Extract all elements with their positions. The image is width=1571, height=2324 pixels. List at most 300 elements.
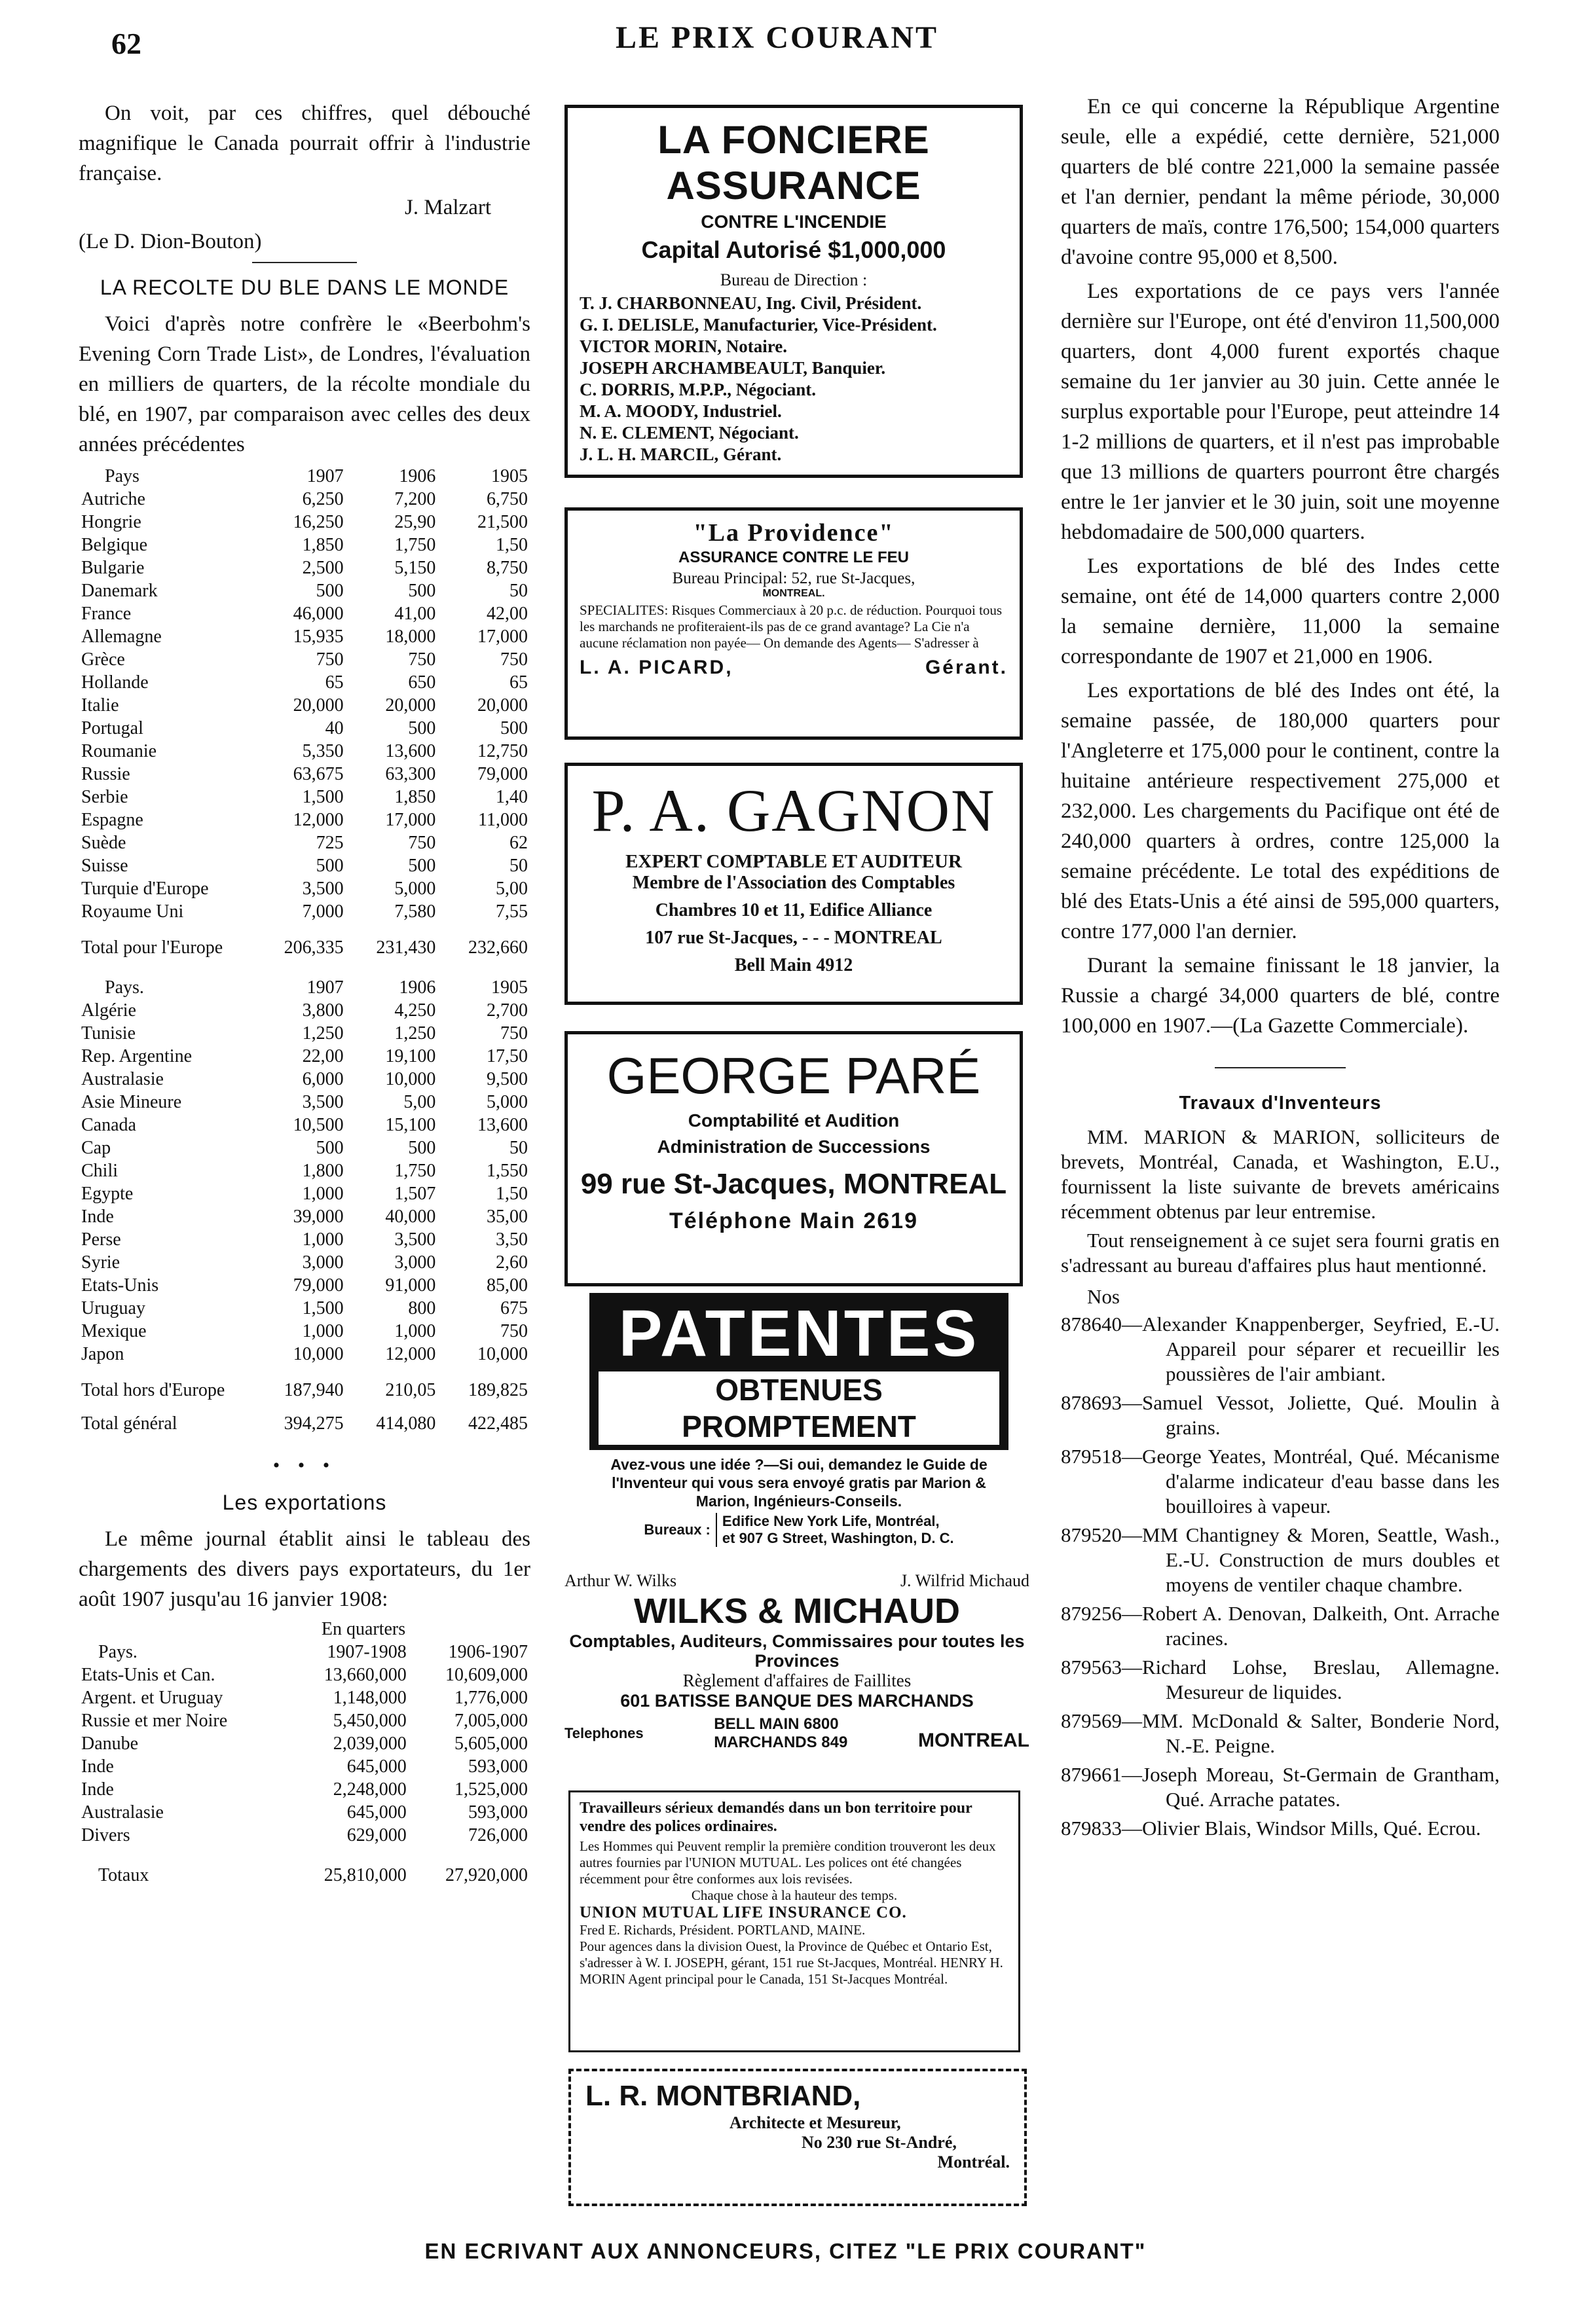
ad-line2: Chaque chose à la hauteur des temps. — [691, 1887, 898, 1903]
partner-name: J. Wilfrid Michaud — [900, 1571, 1029, 1590]
ad-line5: Bell Main 4912 — [734, 955, 853, 975]
value-cell: 5,450,000 — [333, 1711, 407, 1731]
value-cell: 17,000 — [385, 810, 436, 830]
table-row — [79, 1320, 530, 1343]
director-line: T. J. CHARBONNEAU, Ing. Civil, Président. — [580, 293, 922, 313]
separator — [252, 262, 357, 263]
value-cell: 500 — [316, 581, 344, 601]
col-1907: 1907 — [306, 466, 344, 486]
value-cell: 650 — [408, 672, 436, 693]
table-row — [79, 1022, 530, 1045]
country-cell: Uruguay — [81, 1298, 145, 1318]
value-cell: 50 — [509, 581, 528, 601]
table-row — [79, 1663, 530, 1686]
country-cell: Hongrie — [81, 512, 141, 532]
general-total-row — [79, 1402, 530, 1435]
ad-city: MONTREAL. — [762, 588, 825, 599]
country-cell: Allemagne — [81, 626, 162, 647]
table-row — [79, 534, 530, 556]
value-cell: 15,935 — [293, 626, 344, 647]
table-row — [79, 1686, 530, 1709]
table-row — [79, 1091, 530, 1114]
country-cell: Suisse — [81, 856, 128, 876]
value-cell: 500 — [316, 1138, 344, 1158]
europe-table-header — [79, 465, 530, 488]
value-cell: 1,850 — [394, 787, 436, 807]
section-heading-inventeurs: Travaux d'Inventeurs — [1179, 1093, 1382, 1114]
ad-line3: Chambres 10 et 11, Edifice Alliance — [655, 900, 933, 920]
value-cell: 2,700 — [487, 1000, 528, 1021]
country-cell: Algérie — [81, 1000, 136, 1021]
value-cell: 675 — [500, 1298, 528, 1318]
ad-patentes — [589, 1293, 1008, 1547]
ad-title: LA FONCIERE ASSURANCE — [657, 118, 930, 208]
value-cell: 1,507 — [394, 1184, 436, 1204]
bureaux-label: Bureaux : — [644, 1521, 711, 1538]
ad-bureau: Bureau de Direction : — [720, 270, 868, 289]
partner-name: Arthur W. Wilks — [564, 1571, 677, 1590]
bureau-line: et 907 G Street, Washington, D. C. — [722, 1530, 954, 1546]
country-cell: Belgique — [81, 535, 148, 555]
ad-pare — [564, 1031, 1023, 1286]
total-cell: 27,920,000 — [445, 1865, 528, 1885]
invention-entry: 879661—Joseph Moreau, St-Germain de Grantham, Qué. Arrache patates. — [1061, 1763, 1500, 1811]
ad-line3: Montréal. — [937, 2152, 1010, 2171]
ad-line1: Comptabilité et Audition — [688, 1110, 900, 1131]
value-cell: 5,150 — [394, 558, 436, 578]
export-table — [79, 1641, 530, 1887]
ad-line1: Les Hommes qui Peuvent remplir la première condition trouveront les deux autres fournies par l'UNION MUTUAL. Les polices ont été changées récemment pour être conformes aux lois revisées. — [580, 1838, 996, 1887]
value-cell: 15,100 — [385, 1115, 436, 1135]
value-cell: 13,600 — [477, 1115, 528, 1135]
value-cell: 1,500 — [302, 1298, 344, 1318]
value-cell: 5,350 — [302, 741, 344, 761]
patentes-banner — [589, 1293, 1008, 1450]
value-cell: 1,000 — [302, 1184, 344, 1204]
value-cell: 500 — [500, 718, 528, 738]
value-cell: 1,000 — [302, 1229, 344, 1250]
ad-name: WILKS & MICHAUD — [634, 1591, 960, 1631]
country-cell: Roumanie — [81, 741, 157, 761]
ad-title: PATENTES — [618, 1297, 980, 1370]
country-cell: Cap — [81, 1138, 111, 1158]
table-row — [79, 1343, 530, 1366]
value-cell: 5,000 — [487, 1092, 528, 1112]
table-row — [79, 1778, 530, 1801]
value-cell: 10,000 — [385, 1069, 436, 1089]
country-cell: Egypte — [81, 1184, 134, 1204]
value-cell: 40,000 — [385, 1207, 436, 1227]
exportations-paragraph: Le même journal établit ainsi le tableau des chargements des divers pays exportateurs, du 1er août 1907 jusqu'au 16 janvier 1908: — [79, 1527, 530, 1611]
total-cell: 394,275 — [284, 1413, 344, 1434]
total-label: Total pour l'Europe — [81, 937, 223, 958]
value-cell: 5,605,000 — [454, 1734, 528, 1754]
ad-line4: Pour agences dans la division Ouest, la Province de Québec et Ontario Est, s'adresser à W. I. JOSEPH, gérant, 151 rue St-Jacques, Montréal. HENRY H. MORIN Agent principal pour le Canada, 151 St-Jacques Montréal. — [580, 1938, 1003, 1987]
value-cell: 6,000 — [302, 1069, 344, 1089]
ad-wilks-michaud — [564, 1571, 1029, 1752]
value-cell: 726,000 — [468, 1825, 528, 1845]
value-cell: 5,00 — [403, 1092, 436, 1112]
tel-line: BELL MAIN 6800 — [714, 1715, 839, 1733]
value-cell: 40 — [325, 718, 344, 738]
table-row — [79, 579, 530, 602]
total-cell: 210,05 — [385, 1380, 436, 1400]
value-cell: 3,500 — [302, 879, 344, 899]
invention-entry: 878693—Samuel Vessot, Joliette, Qué. Moulin à grains. — [1061, 1391, 1500, 1439]
table-row — [79, 1755, 530, 1778]
tel-line: MARCHANDS 849 — [714, 1734, 848, 1751]
value-cell: 20,000 — [477, 695, 528, 716]
value-cell: 12,000 — [293, 810, 344, 830]
value-cell: 645,000 — [346, 1802, 407, 1823]
table-row — [79, 488, 530, 511]
ad-city: MONTREAL — [918, 1730, 1029, 1751]
country-cell: Etats-Unis et Can. — [81, 1665, 215, 1685]
col-1905: 1905 — [491, 466, 528, 486]
invention-entry: 879518—George Yeates, Montréal, Qué. Mécanisme d'alarme indicateur d'eau basse dans les bouilloires à vapeur. — [1061, 1445, 1500, 1517]
table-row — [79, 1068, 530, 1091]
value-cell: 65 — [509, 672, 528, 693]
page-number: 62 — [111, 27, 141, 60]
value-cell: 50 — [509, 1138, 528, 1158]
country-cell: Suède — [81, 833, 126, 853]
total-cell: 422,485 — [468, 1413, 528, 1434]
value-cell: 1,40 — [496, 787, 528, 807]
value-cell: 1,50 — [496, 1184, 528, 1204]
europe-total-row — [79, 923, 530, 959]
value-cell: 1,776,000 — [454, 1688, 528, 1708]
table-row — [79, 1045, 530, 1068]
table-row — [79, 1136, 530, 1159]
country-cell: Turquie d'Europe — [81, 879, 209, 899]
director-line: M. A. MOODY, Industriel. — [580, 401, 782, 421]
ad-bureaux — [589, 1513, 1008, 1547]
value-cell: 20,000 — [385, 695, 436, 716]
value-cell: 1,250 — [394, 1023, 436, 1044]
inventions-list — [1061, 1312, 1500, 1841]
country-cell: Mexique — [81, 1321, 147, 1341]
export-total-row — [79, 1847, 530, 1887]
value-cell: 645,000 — [346, 1756, 407, 1777]
country-cell: Danemark — [81, 581, 158, 601]
table-row — [79, 808, 530, 831]
value-cell: 63,300 — [385, 764, 436, 784]
value-cell: 1,000 — [394, 1321, 436, 1341]
table-row — [79, 602, 530, 625]
country-cell: Italie — [81, 695, 119, 716]
ad-name: L. R. MONTBRIAND, — [585, 2080, 861, 2112]
country-cell: Chili — [81, 1161, 119, 1181]
tel-label: Telephones — [564, 1725, 644, 1741]
country-cell: Etats-Unis — [81, 1275, 159, 1296]
value-cell: 750 — [408, 649, 436, 670]
table-row — [79, 740, 530, 763]
ad-line1: EXPERT COMPTABLE ET AUDITEUR — [625, 851, 962, 872]
col-pays: Pays. — [98, 1642, 138, 1662]
value-cell: 5,000 — [394, 879, 436, 899]
page-title: LE PRIX COURANT — [616, 20, 939, 55]
left-column — [79, 98, 530, 1887]
total-label: Total général — [81, 1413, 177, 1434]
table-row — [79, 671, 530, 694]
value-cell: 1,50 — [496, 535, 528, 555]
table-row — [79, 877, 530, 900]
country-cell: Divers — [81, 1825, 130, 1845]
directors-list — [580, 293, 1008, 465]
value-cell: 79,000 — [477, 764, 528, 784]
value-cell: 6,250 — [302, 489, 344, 509]
value-cell: 10,500 — [293, 1115, 344, 1135]
total-label: Total hors d'Europe — [81, 1380, 225, 1400]
value-cell: 9,500 — [487, 1069, 528, 1089]
table-row — [79, 999, 530, 1022]
total-cell: 206,335 — [284, 937, 344, 958]
value-cell: 1,800 — [302, 1161, 344, 1181]
ad-subtitle: ASSURANCE CONTRE LE FEU — [678, 549, 910, 566]
value-cell: 39,000 — [293, 1207, 344, 1227]
table-row — [79, 694, 530, 717]
director-line: G. I. DELISLE, Manufacturier, Vice-Président. — [580, 315, 937, 335]
country-cell: Danube — [81, 1734, 139, 1754]
value-cell: 35,00 — [487, 1207, 528, 1227]
paragraph: Les exportations de blé des Indes ont été, la semaine passée, de 180,000 quarters pour l'Angleterre et 175,000 pour le continent, contre la huitaine antérieure respectivement 275,000 et 232,000. Les chargements du Pacifique ont été de 240,000 quarters à ordres, contre 125,000 la semaine précédente. Le total des expéditions de blé des Etats-Unis a été ainsi de 595,000 quarters, contre 177,000 l'an dernier. — [1061, 679, 1500, 943]
table-row — [79, 854, 530, 877]
invention-entry: 879520—MM Chantigney & Moren, Seattle, Wash., E.-U. Construction de murs doubles et moyens de ventiler chaque chambre. — [1061, 1523, 1500, 1596]
paragraph: Les exportations de blé des Indes cette semaine, ont été de 14,000 quarters contre 2,000 la semaine dernière, 11,000 la semaine correspondante de 1907 et 21,000 en 1906. — [1061, 554, 1500, 668]
paragraph: Les exportations de ce pays vers l'année dernière sur l'Europe, ont été d'environ 11,500,000 quarters, dont 4,000 furent exportés chaque semaine du 1er janvier au 30 juin. Cette année le surplus exportable pour l'Europe, peut atteindre 14 1-2 millions de quarters, et il n'est pas improbable que 13 millions de quarters pourront être chargés entre le 1er janvier et le 30 juin, soit une moyenne hebdomadaire de 500,000 quarters. — [1061, 280, 1500, 544]
value-cell: 85,00 — [487, 1275, 528, 1296]
table-row — [79, 511, 530, 534]
ad-line3: Fred E. Richards, Président. PORTLAND, MAINE. — [580, 1922, 866, 1938]
paragraph: MM. MARION & MARION, solliciteurs de brevets, Montréal, Canada, et Washington, E.U., fournissent la liste suivante de brevets américains récemment obtenus par leur entremise. — [1061, 1125, 1500, 1223]
value-cell: 7,55 — [496, 901, 528, 922]
value-cell: 46,000 — [293, 604, 344, 624]
value-cell: 3,000 — [302, 1252, 344, 1273]
table-row — [79, 717, 530, 740]
value-cell: 750 — [500, 1321, 528, 1341]
value-cell: 79,000 — [293, 1275, 344, 1296]
export-unit: En quarters — [321, 1619, 406, 1639]
ad-title: "La Providence" — [693, 519, 895, 547]
value-cell: 16,250 — [293, 512, 344, 532]
total-cell: 25,810,000 — [323, 1865, 407, 1885]
export-table-header — [79, 1641, 530, 1663]
country-cell: Autriche — [81, 489, 145, 509]
director-line: C. DORRIS, M.P.P., Négociant. — [580, 380, 817, 399]
value-cell: 750 — [500, 649, 528, 670]
table-row — [79, 1182, 530, 1205]
director-line: N. E. CLEMENT, Négociant. — [580, 423, 799, 443]
country-cell: Inde — [81, 1779, 114, 1800]
ad-name: GEORGE PARÉ — [606, 1047, 981, 1104]
country-cell: Australasie — [81, 1069, 164, 1089]
director-line: JOSEPH ARCHAMBEAULT, Banquier. — [580, 358, 886, 378]
ad-agent-row — [580, 657, 1008, 679]
country-cell: Royaume Uni — [81, 901, 184, 922]
ad-providence — [564, 507, 1023, 740]
section-heading-exportations: Les exportations — [222, 1491, 387, 1514]
value-cell: 42,00 — [487, 604, 528, 624]
value-cell: 2,248,000 — [333, 1779, 407, 1800]
director-line: VICTOR MORIN, Notaire. — [580, 336, 787, 356]
country-cell: Serbie — [81, 787, 128, 807]
bureau-line: Edifice New York Life, Montréal, — [722, 1513, 940, 1529]
country-cell: Inde — [81, 1756, 114, 1777]
value-cell: 725 — [316, 833, 344, 853]
country-cell: Russie — [81, 764, 130, 784]
table-row — [79, 1251, 530, 1274]
value-cell: 750 — [408, 833, 436, 853]
value-cell: 10,000 — [477, 1344, 528, 1364]
country-cell: France — [81, 604, 132, 624]
ad-text: Avez-vous une idée ?—Si oui, demandez le Guide de l'Inventeur qui vous sera envoyé gratis par Marion & Marion, Ingénieurs-Conseils. — [610, 1456, 988, 1510]
country-cell: Portugal — [81, 718, 143, 738]
value-cell: 3,500 — [394, 1229, 436, 1250]
paragraph: En ce qui concerne la République Argentine seule, elle a expédié, cette dernière, 521,000 quarters de blé contre 221,000 la semaine passée et l'an dernier, pendant la même période, 30,000 quarters de maïs, contre 176,500; 154,000 quarters d'avoine contre 95,000 et 8,500. — [1061, 95, 1500, 269]
value-cell: 1,850 — [302, 535, 344, 555]
ad-line3: 601 BATISSE BANQUE DES MARCHANDS — [620, 1691, 974, 1711]
invention-entry: 879569—MM. McDonald & Salter, Bonderie Nord, N.-E. Peigne. — [1061, 1709, 1500, 1757]
country-cell: Bulgarie — [81, 558, 145, 578]
table-row — [79, 786, 530, 808]
value-cell: 2,500 — [302, 558, 344, 578]
ad-line2: No 230 rue St-André, — [802, 2133, 957, 2152]
ad-subtitle: CONTRE L'INCENDIE — [701, 211, 887, 232]
total-cell: 414,080 — [376, 1413, 436, 1434]
country-cell: Asie Mineure — [81, 1092, 182, 1112]
value-cell: 750 — [316, 649, 344, 670]
ad-agent-role: Gérant. — [925, 657, 1008, 678]
world-table — [79, 976, 530, 1435]
ad-line2: Membre de l'Association des Comptables — [632, 873, 955, 893]
value-cell: 17,000 — [477, 626, 528, 647]
value-cell: 1,250 — [302, 1023, 344, 1044]
country-cell: Inde — [81, 1207, 114, 1227]
ad-title: Travailleurs sérieux demandés dans un bon territoire pour vendre des polices ordinaires. — [580, 1800, 972, 1835]
value-cell: 7,005,000 — [454, 1711, 528, 1731]
country-cell: Hollande — [81, 672, 149, 693]
country-cell: Tunisie — [81, 1023, 136, 1044]
country-cell: Rep. Argentine — [81, 1046, 193, 1066]
value-cell: 1,750 — [394, 1161, 436, 1181]
ad-subtitle: OBTENUES PROMPTEMENT — [599, 1371, 999, 1445]
value-cell: 62 — [509, 833, 528, 853]
table-row — [79, 625, 530, 648]
total-label: Totaux — [98, 1865, 149, 1885]
table-row — [79, 763, 530, 786]
value-cell: 7,580 — [394, 901, 436, 922]
value-cell: 13,660,000 — [323, 1665, 407, 1685]
recolte-paragraph: Voici d'après notre confrère le «Beerbohm's Evening Corn Trade List», de Londres, l'évaluation en milliers de quarters, de la récolte mondiale du blé, en 1907, par comparaison avec celles des deux années précédentes — [79, 312, 530, 456]
invention-entry: 878640—Alexander Knappenberger, Seyfried, E.-U. Appareil pour séparer et recueillir les poussières de l'air ambiant. — [1061, 1313, 1500, 1385]
value-cell: 1,000 — [302, 1321, 344, 1341]
value-cell: 6,750 — [487, 489, 528, 509]
invention-entry: 879256—Robert A. Denovan, Dalkeith, Ont. Arrache racines. — [1061, 1602, 1500, 1650]
country-cell: Perse — [81, 1229, 121, 1250]
value-cell: 1,525,000 — [454, 1779, 528, 1800]
ad-line2: Administration de Successions — [657, 1136, 931, 1157]
value-cell: 3,500 — [302, 1092, 344, 1112]
table-row — [79, 900, 530, 923]
value-cell: 800 — [408, 1298, 436, 1318]
country-cell: Argent. et Uruguay — [81, 1688, 223, 1708]
value-cell: 1,550 — [487, 1161, 528, 1181]
col-1906: 1906 — [399, 977, 436, 998]
value-cell: 20,000 — [293, 695, 344, 716]
table-row — [79, 648, 530, 671]
value-cell: 21,500 — [477, 512, 528, 532]
col-pays: Pays. — [105, 977, 144, 998]
paragraph: Durant la semaine finissant le 18 janvier, la Russie a chargé 34,000 quarters de blé, contre 100,000 en 1907.—(La Gazette Commerciale). — [1061, 954, 1500, 1038]
value-cell: 750 — [500, 1023, 528, 1044]
value-cell: 63,675 — [293, 764, 344, 784]
value-cell: 50 — [509, 856, 528, 876]
table-row — [79, 1228, 530, 1251]
ad-partners — [564, 1571, 1029, 1591]
value-cell: 500 — [408, 581, 436, 601]
ad-union-mutual — [568, 1790, 1020, 2052]
table-row — [79, 1297, 530, 1320]
ad-agent: L. A. PICARD, — [580, 657, 733, 678]
invention-entry: 879563—Richard Lohse, Breslau, Allemagne. Mesureur de liquides. — [1061, 1656, 1500, 1703]
value-cell: 7,200 — [394, 489, 436, 509]
ad-fonciere-assurance — [564, 105, 1023, 478]
country-cell: Espagne — [81, 810, 143, 830]
table-row — [79, 1274, 530, 1297]
value-cell: 41,00 — [394, 604, 436, 624]
ad-line4: Téléphone Main 2619 — [669, 1208, 918, 1233]
page-footer: EN ECRIVANT AUX ANNONCEURS, CITEZ "LE PRIX COURANT" — [424, 2239, 1147, 2263]
signature: J. Malzart — [405, 196, 491, 219]
value-cell: 12,750 — [477, 741, 528, 761]
total-cell: 231,430 — [376, 937, 436, 958]
value-cell: 10,000 — [293, 1344, 344, 1364]
country-cell: Australasie — [81, 1802, 164, 1823]
section-dots: • • • — [272, 1455, 337, 1476]
value-cell: 3,800 — [302, 1000, 344, 1021]
ad-text: SPECIALITES: Risques Commerciaux à 20 p.c. de réduction. Pourquoi tous les marchands ne profiteraient-ils pas de ce grand avantage? La Cie n'a aucune réclamation non payée— On demande des Agents— S'adresser à — [580, 602, 1003, 651]
country-cell: Grèce — [81, 649, 125, 670]
col-1906-1907: 1906-1907 — [448, 1642, 528, 1662]
table-row — [79, 1205, 530, 1228]
ad-capital: Capital Autorisé $1,000,000 — [641, 236, 946, 263]
value-cell: 593,000 — [468, 1802, 528, 1823]
total-cell: 189,825 — [468, 1380, 528, 1400]
value-cell: 17,50 — [487, 1046, 528, 1066]
ad-company: UNION MUTUAL LIFE INSURANCE CO. — [580, 1904, 907, 1921]
ad-bureau: Bureau Principal: 52, rue St-Jacques, — [672, 570, 915, 587]
value-cell: 2,039,000 — [333, 1734, 407, 1754]
ad-phone-row — [564, 1715, 1029, 1752]
value-cell: 3,000 — [394, 1252, 436, 1273]
total-cell: 232,660 — [468, 937, 528, 958]
value-cell: 5,00 — [496, 879, 528, 899]
ad-line1: Comptables, Auditeurs, Commissaires pour toutes les Provinces — [569, 1631, 1025, 1671]
value-cell: 91,000 — [385, 1275, 436, 1296]
table-row — [79, 1801, 530, 1824]
director-line: J. L. H. MARCIL, Gérant. — [580, 445, 782, 464]
table-row — [79, 1732, 530, 1755]
value-cell: 500 — [316, 856, 344, 876]
section-heading-recolte: LA RECOLTE DU BLE DANS LE MONDE — [100, 276, 509, 299]
value-cell: 7,000 — [302, 901, 344, 922]
col-1905: 1905 — [491, 977, 528, 998]
country-cell: Canada — [81, 1115, 136, 1135]
value-cell: 11,000 — [478, 810, 528, 830]
source-line: (Le D. Dion-Bouton) — [79, 230, 262, 253]
value-cell: 4,250 — [394, 1000, 436, 1021]
table-row — [79, 1114, 530, 1136]
